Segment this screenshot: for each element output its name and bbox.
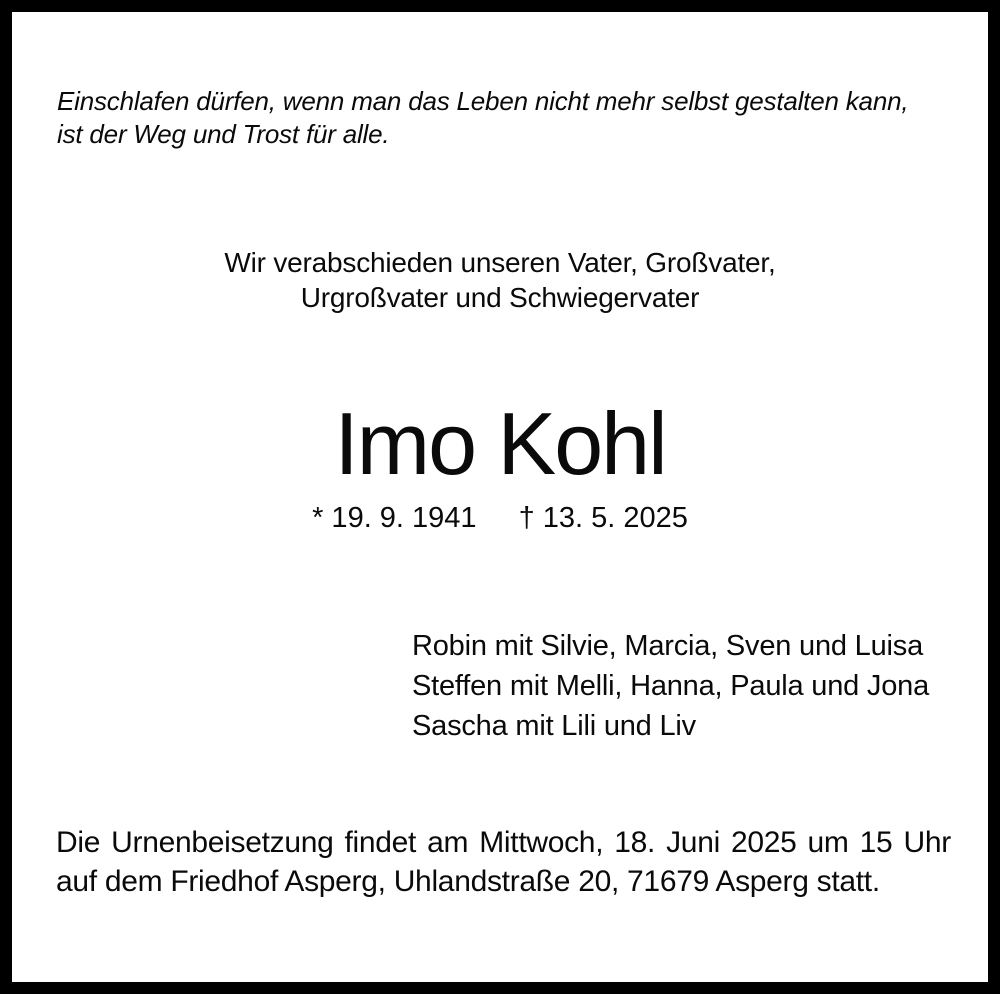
introduction-line-1: Wir verabschieden unseren Vater, Großvater, [224,247,776,278]
epigraph-verse [57,85,908,151]
life-dates [0,503,1000,533]
mourners-list [412,626,929,746]
introduction-text [0,245,1000,315]
funeral-line-2: auf dem Friedhof Asperg, Uhlandstraße 20, 71679 Asperg statt. [56,865,880,898]
mourners-line-1: Robin mit Silvie, Marcia, Sven und Luisa [412,630,924,662]
epigraph-line-1: Einschlafen dürfen, wenn man das Leben nicht mehr selbst gestalten kann, [57,86,909,116]
mourners-line-2: Steffen mit Melli, Hanna, Paula und Jona [412,670,930,702]
mourners-line-3: Sascha mit Lili und Liv [412,710,696,742]
death-date: † 13. 5. 2025 [518,502,688,534]
birth-date: * 19. 9. 1941 [312,502,477,534]
funeral-announcement [56,823,961,901]
funeral-line-1: Die Urnenbeisetzung findet am Mittwoch, 18. Juni 2025 um 15 Uhr [56,826,951,859]
epigraph-line-2: ist der Weg und Trost für alle. [57,119,390,149]
introduction-line-2: Urgroßvater und Schwiegervater [300,282,700,313]
deceased-name: Imo Kohl [334,394,666,493]
